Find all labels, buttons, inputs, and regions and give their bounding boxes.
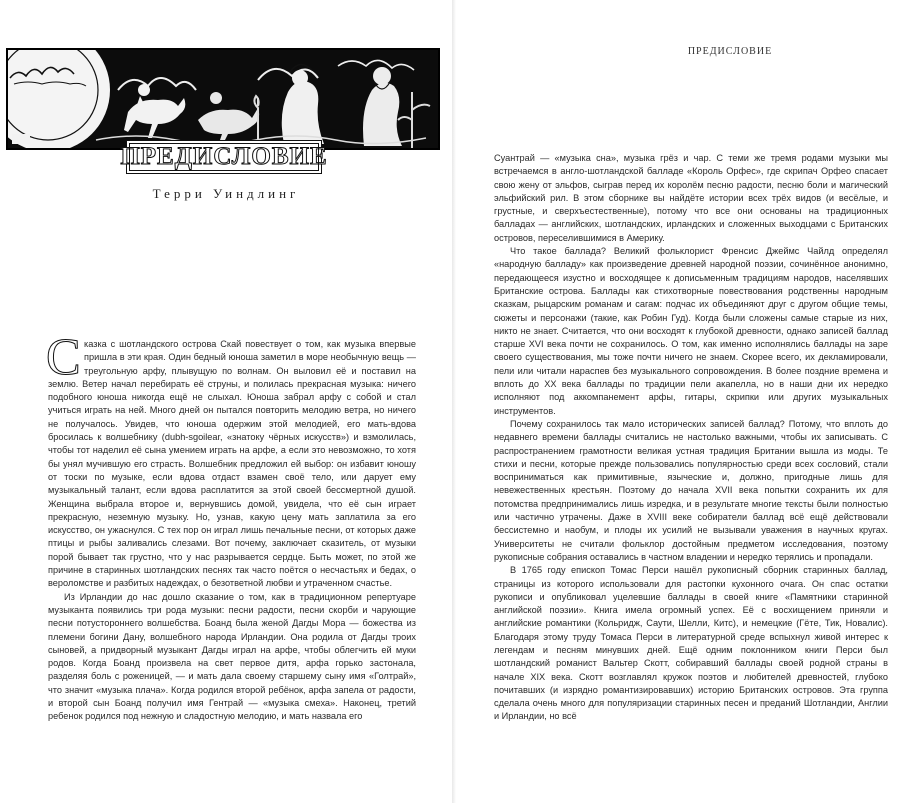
- author-name: Терри Уиндлинг: [152, 186, 300, 201]
- right-page-text: [494, 152, 888, 724]
- left-page-text: [46, 329, 416, 724]
- drop-cap: С: [46, 329, 81, 386]
- right-paragraph-3: Почему сохранилось так мало исторических записей баллад? Потому, что вплоть до недавнего времени баллады считались не настолько важными, чтобы их записывать. С распространением грамотности великая устная традиция Британии вышла из моды. Те стихи и песни, которые прежде пользовались популярностью среди всех сословий, стали восприниматься как примитивные, языческие и, должно, пригодные лишь для невежественных крестьян. Поэтому до начала XVII века попытки сохранить их для потомства предпринимались лишь изредка, и в результате многие тексты были полностью или частично утрачены. Даже в XVIII веке собиратели баллад всё ещё действовали бессистемно и наобум, и плоды их усилий не вызывали уважения в научных кругах. Университеты не считали фольклор достойным предметом исследования, поэтому рукописные собрания оставались в частном владении и нередко терялись и пропадали.: [494, 418, 888, 562]
- left-paragraph-2: Из Ирландии до нас дошло сказание о том, как в традиционном репертуаре музыканта появились три рода музыки: песни радости, песни скорби и чарующие песни потустороннего волшебства. Боанд была женой Дагды Мора — божества из племени богини Дану, волшебного народа Ирландии. Она родила от Дагды троих сыновей, а придворный музыкант Дагды играл на арфе, чтобы облегчить ей муки родов. Когда Боанд произвела на свет первое дитя, арфа горько застонала, разделяя боль с роженицей, — и мать дала своему старшему сыну имя «Голтрай», что значит «музыка плача». Когда родился второй ребёнок, арфа запела от радости, и второй сын Боанд получил имя Гентрай — «музыка смеха». Наконец, третий ребенок родился под нежную и сладостную мелодию, и мать назвала его: [48, 591, 416, 722]
- book-gutter: [452, 0, 456, 803]
- chapter-title: ПРЕДИСЛОВИЕ: [120, 143, 328, 170]
- illustration-artwork: [8, 50, 438, 148]
- left-paragraph-1: [46, 329, 416, 591]
- running-head: ПРЕДИСЛОВИЕ: [687, 46, 773, 57]
- right-paragraph-2: Что такое баллада? Великий фольклорист Френсис Джеймс Чайлд определял «народную балладу» как произведение древней народной поэзии, сочинённое анонимно, передающееся изустно и восходящее к дописьменным традициям народов, населявших Британские острова. Баллады как стихотворные повествования родственны народным сказкам, рыцарским романам и сагам: подчас их объединяют друг с другом общие темы, сюжеты и персонажи (такие, как Робин Гуд). Когда были сложены самые старые из них, никто не знает. Считается, что они восходят к глубокой древности, однако записей баллад старше XVI века почти не сохранилось. О том, как именно исполнялись баллады на заре своего существования, мы тоже почти ничего не знаем. Скорее всего, их декламировали, пели или читали нараспев без музыкального сопровождения. В более поздние времена и вплоть до XX века баллады по традиции пели акапелла, но в наши дни их нередко исполняют под аккомпанемент арфы, гитары, скрипки или других музыкальных инструментов.: [494, 246, 888, 416]
- chapter-title-box: [120, 140, 328, 174]
- right-paragraph-1: Суантрай — «музыка сна», музыка грёз и чар. С теми же тремя родами музыки мы встречаемся в англо-шотландской балладе «Король Орфес», где скрипач Орфео спасает свою жену от эльфов, сыграв перед их королём песню радости, песню боли и магический эльфийский рил. В этом сборнике вы найдёте истории всех трёх видов (и весёлые, и грустные, и сверхъестественные), потому что все они основаны на традиционных балладах — английских, шотландских, ирландских и сложенных выходцами с Британских островов, переселившимися в Америку.: [494, 153, 888, 243]
- left-paragraph-1-text: казка с шотландского острова Скай повествует о том, как музыка впервые пришла в эти края. Один бедный юноша заметил в море необычную вещь — треугольную арфу, плывущую по волнам. Он выловил её и поставил на землю. Ветер начал перебирать её струны, и полилась прекрасная музыка: ничего подобного юноша никогда ещё не слыхал. Юноша забрал арфу с собой и стал учиться играть на ней. Много дней он пытался повторить мелодию ветра, но ничего не получалось. Увидев, что юноша одержим этой мелодией, его мать-вдова бросилась к волшебнику (dubh-sgoilear, «знатоку чёрных искусств») и взмолилась, чтобы тот наделил её сына умением играть на арфе, а если это невозможно, то хотя бы унял мучившую его страсть. Волшебник предложил ей выбор: он избавит юношу от тоски по музыке, если вдова отдаст взамен своё тело, или дарует ему музыкальный талант, если вдова расплатится за этой своей бессмертной душой. Женщина выбрала второе и, вернувшись домой, увидела, что её сын играет прекрасную, неземную музыку. Но, узнав, какую цену мать заплатила за его искусство, он ужаснулся. С тех пор он играл лишь печальные песни, от которых даже птицы и рыбы заливались слезами. Вот почему, заключает сказитель, от музыки порой бывает так грустно, что у нас разрывается сердце. Быть может, по этой же причине в старинных шотландских песнях так часто поётся о несчастьях и бедах, о вероломстве и разбитых надеждах, о безответной любви и утраченном счастье.: [48, 339, 416, 589]
- right-paragraph-4: В 1765 году епископ Томас Перси нашёл рукописный сборник старинных баллад, страницы из которого использовали для растопки кухонного очага. Он спас остатки рукописи и опубликовал уцелевшие баллады в своей книге «Памятники старинной английской поэзии». Книга имела огромный успех. Её с восхищением приняли и английские романтики (Кольридж, Саути, Шелли, Китс), и немецкие (Гёте, Тик, Новалис). Благодаря этому труду Томаса Перси в литературной среде вспыхнул живой интерес к легендам и песням минувших дней. Ещё одним поклонником книги Перси был шотландский романист Вальтер Скотт, собиравший баллады своей родной страны в начале XIX века. Скотт возглавлял кружок поэтов и любителей древностей, глубоко почитавших (и изрядно романтизировавших) историю Британских островов. Эта группа сделала очень много для популяризации старинных песен и преданий Шотландии, Англии и Ирландии, но всё: [494, 565, 888, 722]
- header-illustration: [6, 48, 440, 150]
